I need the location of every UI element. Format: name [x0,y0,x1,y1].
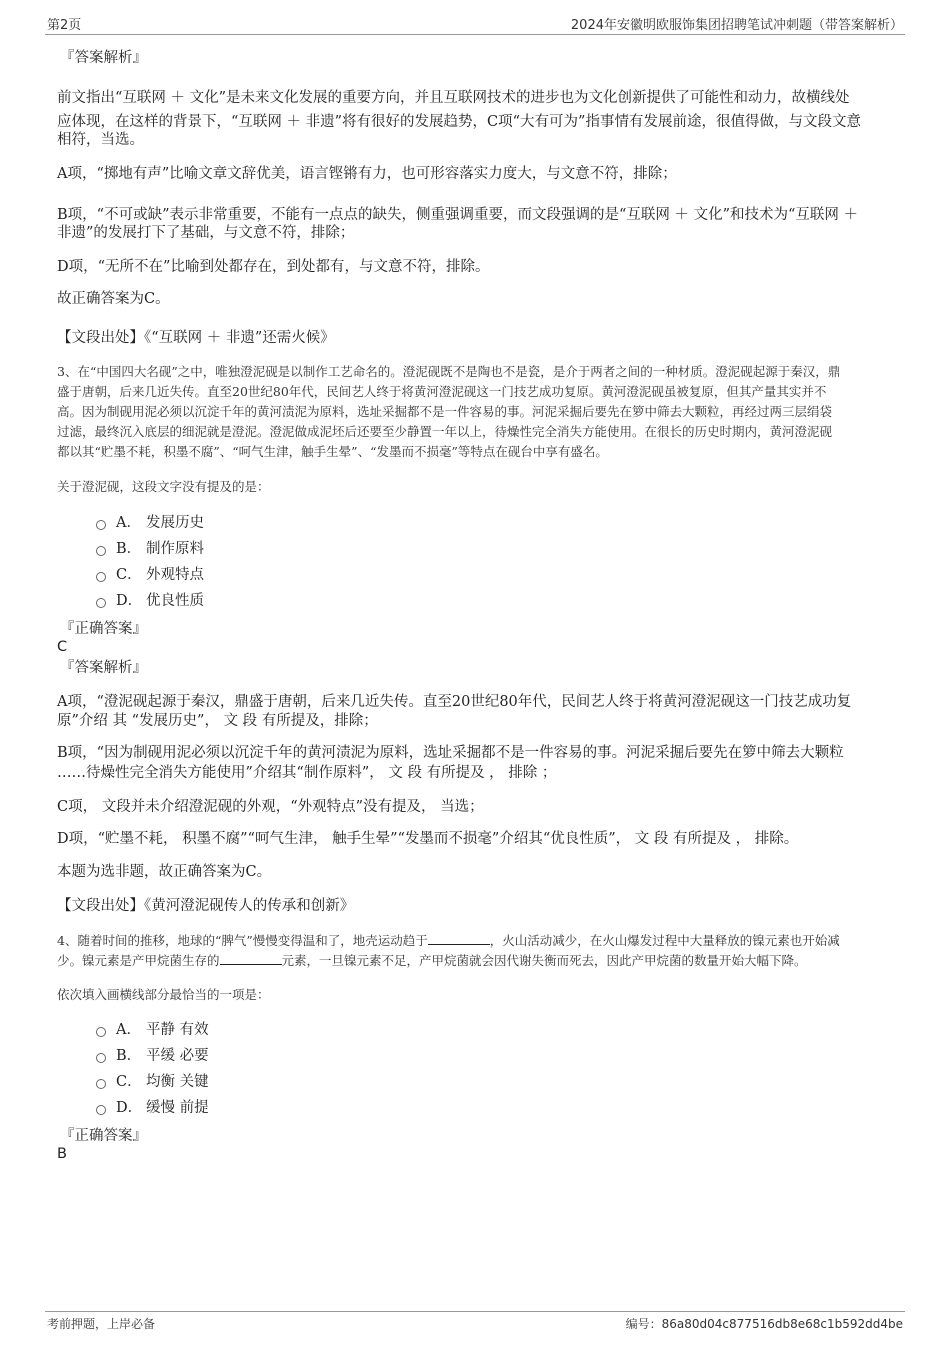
answer-label: 『正确答案』 [60,1128,147,1144]
conclusion: 故正确答案为C。 [57,291,170,307]
question-4-fragment: 元素，一旦镍元素不足，产甲烷菌就会因代谢失衡而死去，因此产甲烷菌的数量开始大幅下降。 [281,953,807,968]
option-key: A． [116,1022,141,1038]
fill-blank [220,952,282,965]
question-3-text: 3、在“中国四大名砚”之中，唯独澄泥砚是以制作工艺命名的。澄泥砚既不是陶也不是瓷，是介于两者之间的一种材质。澄泥砚起源于秦汉，鼎 [57,364,841,379]
question-4-fragment: 4、随着时间的推移，地球的“脾气”慢慢变得温和了，地壳运动趋于 [57,933,428,948]
option-c[interactable] [96,565,204,585]
question-4-fragment: 少。镍元素是产甲烷菌生存的 [57,953,220,968]
option-key: D． [116,1100,143,1116]
question-3-prompt: 关于澄泥砚，这段文字没有提及的是： [57,479,270,494]
option-b-analysis: ……待燥性完全消失方能使用”介绍其“制作原料”， 文 段 有所提及 ， 排除 ； [57,765,557,781]
question-3-text: 盛于唐朝，后来几近失传。直至20世纪80年代，民间艺人终于将黄河澄泥砚这一门技艺成功复原。黄河澄泥砚虽被复原，但其产量其实并不 [57,384,827,399]
question-4-text [57,952,897,970]
option-b-analysis: B项，“不可或缺”表示非常重要，不能有一点点的缺失，侧重强调重要，而文段强调的是“互联网 ＋ 文化”和技术为“互联网 ＋ [57,207,859,223]
page-header [45,14,905,35]
page-footer [45,1311,905,1342]
option-key: C． [116,567,142,583]
answer-value: B [57,1146,67,1162]
analysis-line: 应体现，在这样的背景下，“互联网 ＋ 非遗”将有很好的发展趋势，C项“大有可为”指事情有发展前途，很值得做，与文段文意 [57,114,861,130]
source-citation: 【文段出处】《“互联网 ＋ 非遗”还需火候》 [57,330,335,346]
question-4-text [57,932,897,950]
radio-button[interactable] [96,1105,106,1115]
source-citation: 【文段出处】《黄河澄泥砚传人的传承和创新》 [57,898,355,914]
option-text: 平静 有效 [146,1022,209,1038]
option-key: A． [116,515,141,531]
footer-slogan: 考前押题，上岸必备 [47,1317,156,1331]
radio-button[interactable] [96,520,106,530]
option-text: 优良性质 [146,593,204,609]
option-a[interactable] [96,1020,209,1040]
answer-value: C [57,639,68,655]
fill-blank [428,932,490,945]
page-number: 第2页 [47,18,82,33]
option-text: 平缓 必要 [146,1048,209,1064]
analysis-label: 『答案解析』 [60,50,147,66]
radio-button[interactable] [96,546,106,556]
option-c-analysis: C项， 文段并未介绍澄泥砚的外观，“外观特点”没有提及， 当选； [57,799,484,815]
option-d-analysis: D项，“无所不在”比喻到处都存在，到处都有，与文意不符，排除。 [57,259,490,275]
option-c[interactable] [96,1072,209,1092]
question-4-fragment: ，火山活动减少，在火山爆发过程中大量释放的镍元素也开始减 [489,933,840,948]
question-3-text: 过滤，最终沉入底层的细泥就是澄泥。澄泥做成泥坯后还要至少静置一年以上，待燥性完全消失方能使用。在很长的历史时期内，黄河澄泥砚 [57,424,833,439]
answer-label: 『正确答案』 [60,621,147,637]
radio-button[interactable] [96,1053,106,1063]
option-b[interactable] [96,539,204,559]
radio-button[interactable] [96,572,106,582]
option-key: B． [116,541,142,557]
question-3-text: 高。因为制砚用泥必须以沉淀千年的黄河渍泥为原料，选址采掘都不是一件容易的事。河泥采掘后要先在箩中筛去大颗粒，再经过两三层绢袋 [57,404,833,419]
option-text: 缓慢 前提 [146,1100,209,1116]
conclusion: 本题为选非题，故正确答案为C。 [57,864,272,880]
analysis-line: 前文指出“互联网 ＋ 文化”是未来文化发展的重要方向，并且互联网技术的进步也为文化创新提供了可能性和动力，故横线处 [57,90,850,106]
question-4-prompt: 依次填入画横线部分最恰当的一项是： [57,987,270,1002]
option-d[interactable] [96,1098,209,1118]
radio-button[interactable] [96,598,106,608]
option-b-analysis: 非遗”的发展打下了基础，与文意不符，排除； [57,225,355,241]
radio-button[interactable] [96,1027,106,1037]
option-b[interactable] [96,1046,209,1066]
option-a[interactable] [96,513,204,533]
option-text: 均衡 关键 [146,1074,209,1090]
option-key: B． [116,1048,142,1064]
option-text: 发展历史 [146,515,204,531]
analysis-label: 『答案解析』 [60,660,147,676]
option-a-analysis: A项，“掷地有声”比喻文章文辞优美，语言铿锵有力，也可形容落实力度大，与文意不符，排除； [57,166,677,182]
option-a-analysis: 原”介绍 其 “发展历史”， 文 段 有所提及，排除； [57,713,378,729]
option-d-analysis: D项，“贮墨不耗， 积墨不腐”“呵气生津， 触手生晕”“发墨而不损毫”介绍其“优良性质”， 文 段 有所提及 ， 排除。 [57,831,799,847]
analysis-line: 相符，当选。 [57,132,144,148]
radio-button[interactable] [96,1079,106,1089]
option-text: 外观特点 [146,567,204,583]
document-title: 2024年安徽明欧服饰集团招聘笔试冲刺题（带答案解析） [570,18,903,33]
document-code: 编号：86a80d04c877516db8e68c1b592dd4be [625,1317,903,1331]
option-text: 制作原料 [146,541,204,557]
option-key: D． [116,593,143,609]
option-key: C． [116,1074,142,1090]
option-b-analysis: B项，“因为制砚用泥必须以沉淀千年的黄河渍泥为原料，选址采掘都不是一件容易的事。河泥采掘后要先在箩中筛去大颗粒 [57,745,844,761]
question-3-text: 都以其“贮墨不耗，积墨不腐”、“呵气生津，触手生晕”、“发墨而不损毫”等特点在砚台中享有盛名。 [57,444,608,459]
option-d[interactable] [96,591,204,611]
option-a-analysis: A项，“澄泥砚起源于秦汉，鼎盛于唐朝，后来几近失传。直至20世纪80年代，民间艺人终于将黄河澄泥砚这一门技艺成功复 [57,694,852,710]
